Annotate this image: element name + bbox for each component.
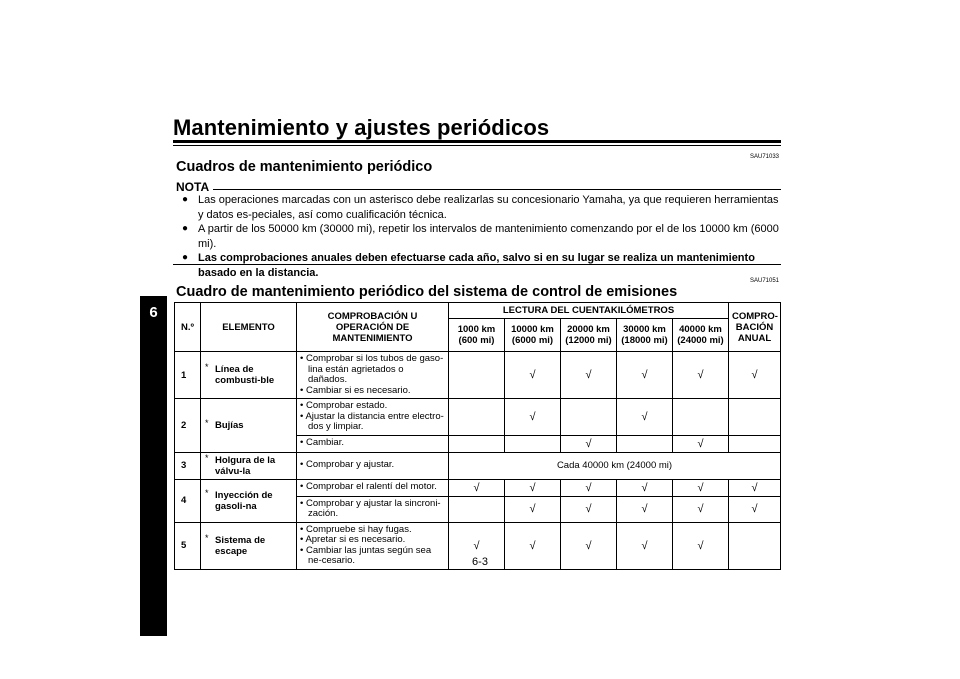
- bullet-icon: ●: [182, 223, 189, 234]
- row-element: * Holgura de la válvu-la: [201, 452, 297, 479]
- check-cell: √: [449, 479, 505, 496]
- section-code: SAU71033: [750, 154, 780, 160]
- row-number: 2: [175, 399, 201, 453]
- check-cell: [449, 496, 505, 522]
- check-cell: √: [505, 479, 561, 496]
- check-cell: √: [673, 479, 729, 496]
- row-operations: • Comprobar y ajustar.: [297, 452, 449, 479]
- row-element: * Inyección de gasoli-na: [201, 479, 297, 522]
- row-operations: • Compruebe si hay fugas. • Apretar si es necesario. • Cambiar las juntas según sea ne-cesario.: [297, 522, 449, 569]
- check-cell: [561, 399, 617, 436]
- row-number: 1: [175, 352, 201, 399]
- chapter-tab: [140, 296, 167, 636]
- row-operations: • Cambiar.: [297, 435, 449, 452]
- check-cell: √: [561, 435, 617, 452]
- table-row: [175, 352, 781, 399]
- check-cell: √: [449, 522, 505, 569]
- check-cell: √: [505, 496, 561, 522]
- check-cell: [617, 435, 673, 452]
- section-heading: Cuadros de mantenimiento periódico: [176, 159, 433, 175]
- asterisk-marker: *: [205, 362, 209, 372]
- note-end-rule: [173, 264, 781, 265]
- table-row: [175, 452, 781, 479]
- check-cell: [673, 399, 729, 436]
- row-number: 4: [175, 479, 201, 522]
- row-operations: • Comprobar si los tubos de gaso-lina están agrietados o dañados. • Cambiar si es necesario.: [297, 352, 449, 399]
- note-item: ● Las comprobaciones anuales deben efectuarse cada año, salvo si en su lugar se realiza un mantenimiento basado en la distancia.: [182, 252, 755, 279]
- check-cell: √: [673, 435, 729, 452]
- col-header-element: ELEMENTO: [201, 303, 297, 352]
- table-row: [175, 399, 781, 436]
- check-cell: √: [617, 496, 673, 522]
- interval-note: Cada 40000 km (24000 mi): [449, 452, 781, 479]
- check-cell: √: [561, 496, 617, 522]
- check-cell: √: [729, 352, 781, 399]
- check-cell: [505, 435, 561, 452]
- note-list: [176, 193, 782, 280]
- col-header-annual: COMPRO-BACIÓN ANUAL: [729, 303, 781, 352]
- col-header-no: N.º: [175, 303, 201, 352]
- check-cell: [449, 399, 505, 436]
- col-header-km: 10000 km (6000 mi): [505, 319, 561, 352]
- asterisk-marker: *: [205, 532, 209, 543]
- check-cell: [449, 352, 505, 399]
- bullet-icon: ●: [182, 194, 189, 205]
- check-cell: √: [673, 522, 729, 569]
- col-header-km: 1000 km (600 mi): [449, 319, 505, 352]
- bullet-icon: ●: [182, 252, 189, 263]
- row-number: 5: [175, 522, 201, 569]
- title-divider-thin: [173, 145, 781, 146]
- check-cell: √: [505, 399, 561, 436]
- row-number: 3: [175, 452, 201, 479]
- check-cell: [729, 435, 781, 452]
- row-operations: • Comprobar el ralentí del motor.: [297, 479, 449, 496]
- col-header-km: 20000 km (12000 mi): [561, 319, 617, 352]
- check-cell: √: [505, 522, 561, 569]
- chapter-number: 6: [149, 304, 158, 321]
- table-row: [175, 479, 781, 496]
- row-operations: • Comprobar y ajustar la sincroni-zación.: [297, 496, 449, 522]
- check-cell: √: [561, 479, 617, 496]
- page-title: Mantenimiento y ajustes periódicos: [173, 115, 550, 140]
- col-header-odometer: LECTURA DEL CUENTAKILÓMETROS: [449, 303, 729, 319]
- page-number: 6-3: [472, 556, 488, 568]
- title-divider: [173, 140, 781, 143]
- note-label: NOTA: [176, 180, 210, 194]
- note-rule: [213, 189, 781, 190]
- row-element: * Bujías: [201, 399, 297, 453]
- asterisk-marker: *: [205, 487, 209, 498]
- check-cell: √: [673, 496, 729, 522]
- asterisk-marker: *: [205, 417, 209, 428]
- col-header-km: 40000 km (24000 mi): [673, 319, 729, 352]
- check-cell: √: [561, 522, 617, 569]
- note-item: ● Las operaciones marcadas con un asterisco debe realizarlas su concesionario Yamaha, ya que requieren herramientas y datos es-peciales, así como cualificación técnica.: [182, 194, 779, 221]
- section-heading: Cuadro de mantenimiento periódico del sistema de control de emisiones: [176, 284, 678, 300]
- check-cell: √: [505, 352, 561, 399]
- check-cell: √: [561, 352, 617, 399]
- row-element: * Sistema de escape: [201, 522, 297, 569]
- row-operations: • Comprobar estado. • Ajustar la distancia entre electro-dos y limpiar.: [297, 399, 449, 436]
- check-cell: √: [617, 479, 673, 496]
- row-element: * Línea de combusti-ble: [201, 352, 297, 399]
- emissions-maintenance-table: [174, 302, 781, 570]
- col-header-km: 30000 km (18000 mi): [617, 319, 673, 352]
- check-cell: [449, 435, 505, 452]
- asterisk-marker: *: [205, 452, 209, 463]
- note-item: ● A partir de los 50000 km (30000 mi), repetir los intervalos de mantenimiento comenzando por el de los 10000 km (6000 mi).: [182, 223, 779, 250]
- check-cell: √: [729, 479, 781, 496]
- check-cell: √: [617, 522, 673, 569]
- check-cell: √: [617, 352, 673, 399]
- check-cell: √: [617, 399, 673, 436]
- section-code: SAU71051: [750, 278, 780, 284]
- col-header-operation: COMPROBACIÓN U OPERACIÓN DE MANTENIMIENTO: [297, 303, 449, 352]
- check-cell: √: [729, 496, 781, 522]
- check-cell: [729, 399, 781, 436]
- check-cell: √: [673, 352, 729, 399]
